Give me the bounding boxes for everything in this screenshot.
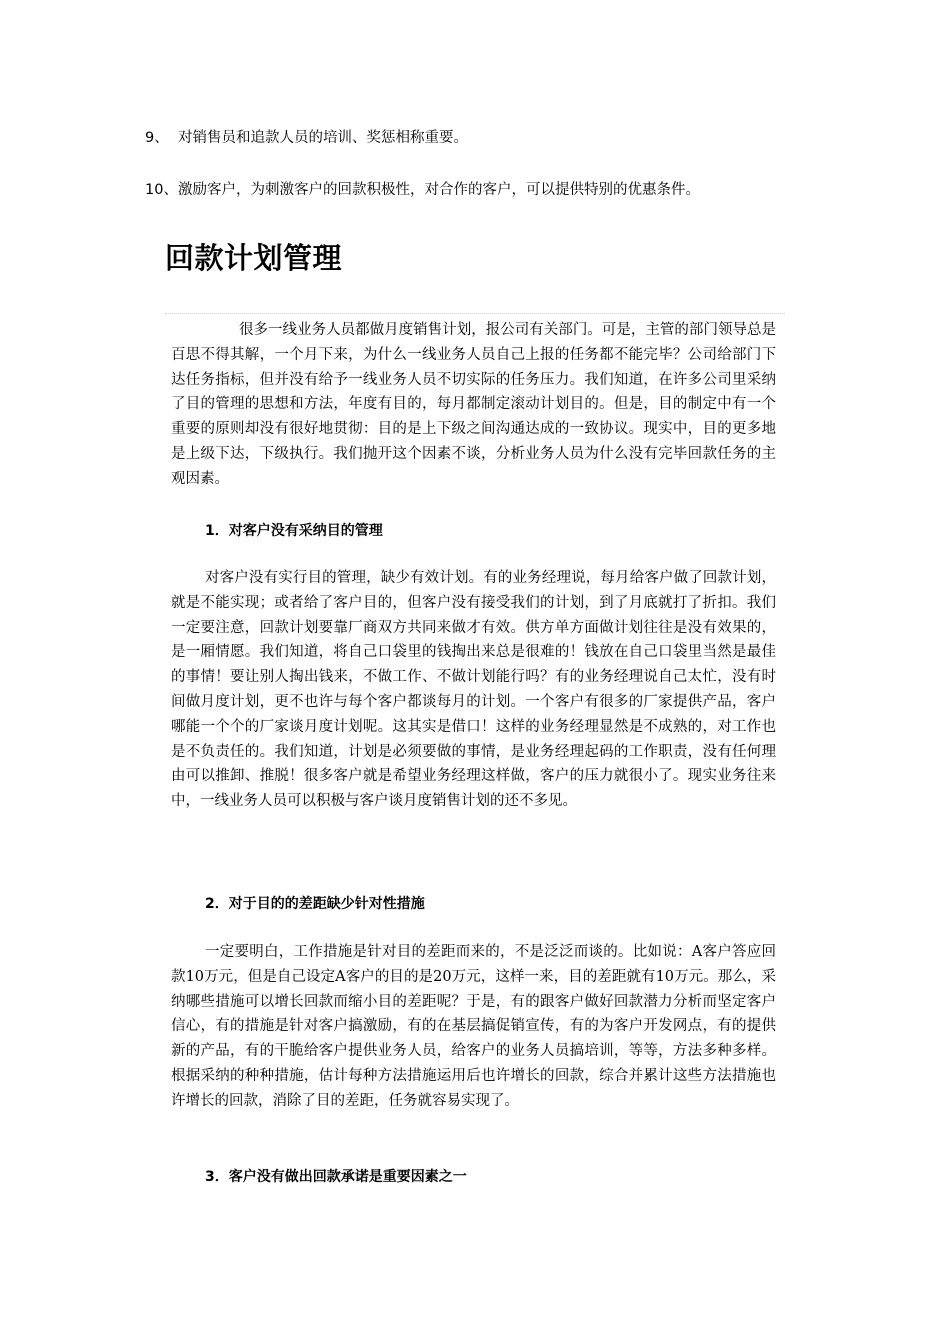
list-item-10 xyxy=(145,178,700,199)
list-item-separator: 、 xyxy=(163,182,178,198)
subsection-heading-2: 2．对于目的的差距缺少针对性措施 xyxy=(205,896,425,912)
list-item-text: 激励客户，为刺激客户的回款积极性，对合作的客户，可以提供特别的优惠条件。 xyxy=(177,182,700,198)
section-divider xyxy=(165,313,785,314)
intro-paragraph: 很多一线业务人员都做月度销售计划，报公司有关部门。可是，主管的部门领导总是百思不得其解，一个月下来，为什么一线业务人员自己上报的任务都不能完毕？公司给部门下达任务指标，但并没有给予一线业务人员不切实际的任务压力。我们知道，在许多公司里采纳了目的管理的思想和方法，年度有目的，每月都制定滚动计划目的。但是，目的制定中有一个重要的原则却没有很好地贯彻：目的是上下级之间沟通达成的一致协议。现实中，目的更多地是上级下达，下级执行。我们抛开这个因素不谈，分析业务人员为什么没有完毕回款任务的主观因素。 xyxy=(171,322,776,487)
list-item-number: 9 xyxy=(145,130,155,146)
subsection-heading-1: 1．对客户没有采纳目的管理 xyxy=(205,523,383,539)
list-item-separator: 、 xyxy=(154,130,169,146)
subsection-body-2: 一定要明白，工作措施是针对目的差距而来的，不是泛泛而谈的。比如说：A客户答应回款10万元，但是自己设定A客户的目的是20万元，这样一来，目的差距就有10万元。那么，采纳哪些措施可以增长回款而缩小目的差距呢？于是，有的跟客户做好回款潜力分析而坚定客户信心，有的措施是针对客户搞激励，有的在基层搞促销宣传，有的为客户开发网点，有的提供新的产品，有的干脆给客户提供业务人员，给客户的业务人员搞培训，等等，方法多种多样。根据采纳的种种措施，估计每种方法措施运用后也许增长的回款，综合并累计这些方法措施也许增长的回款，消除了目的差距，任务就容易实现了。 xyxy=(171,944,776,1109)
list-item-text: 对销售员和追款人员的培训、奖惩相称重要。 xyxy=(168,130,468,146)
subsection-body-1: 对客户没有实行目的管理，缺少有效计划。有的业务经理说，每月给客户做了回款计划，就是不能实现；或者给了客户目的，但客户没有接受我们的计划，到了月底就打了折扣。我们一定要注意，回款计划要靠厂商双方共同来做才有效。供方单方面做计划往往是没有效果的，是一厢情愿。我们知道，将自己口袋里的钱掏出来总是很难的！钱放在自己口袋里当然是最佳的事情！要让别人掏出钱来，不做工作、不做计划能行吗？有的业务经理说自己太忙，没有时间做月度计划，更不也许与每个客户都谈每月的计划。一个客户有很多的厂家提供产品，客户哪能一个个的厂家谈月度计划呢。这其实是借口！这样的业务经理显然是不成熟的，对工作也是不负责任的。我们知道，计划是必须要做的事情，是业务经理起码的工作职责，没有任何理由可以推卸、推脱！很多客户就是希望业务经理这样做，客户的压力就很小了。现实业务往来中，一线业务人员可以积极与客户谈月度销售计划的还不多见。 xyxy=(171,570,776,810)
list-item-9 xyxy=(145,126,468,147)
list-item-number: 10 xyxy=(145,182,164,198)
subsection-heading-3: 3．客户没有做出回款承诺是重要因素之一 xyxy=(205,1169,467,1185)
section-title: 回款计划管理 xyxy=(165,241,343,275)
